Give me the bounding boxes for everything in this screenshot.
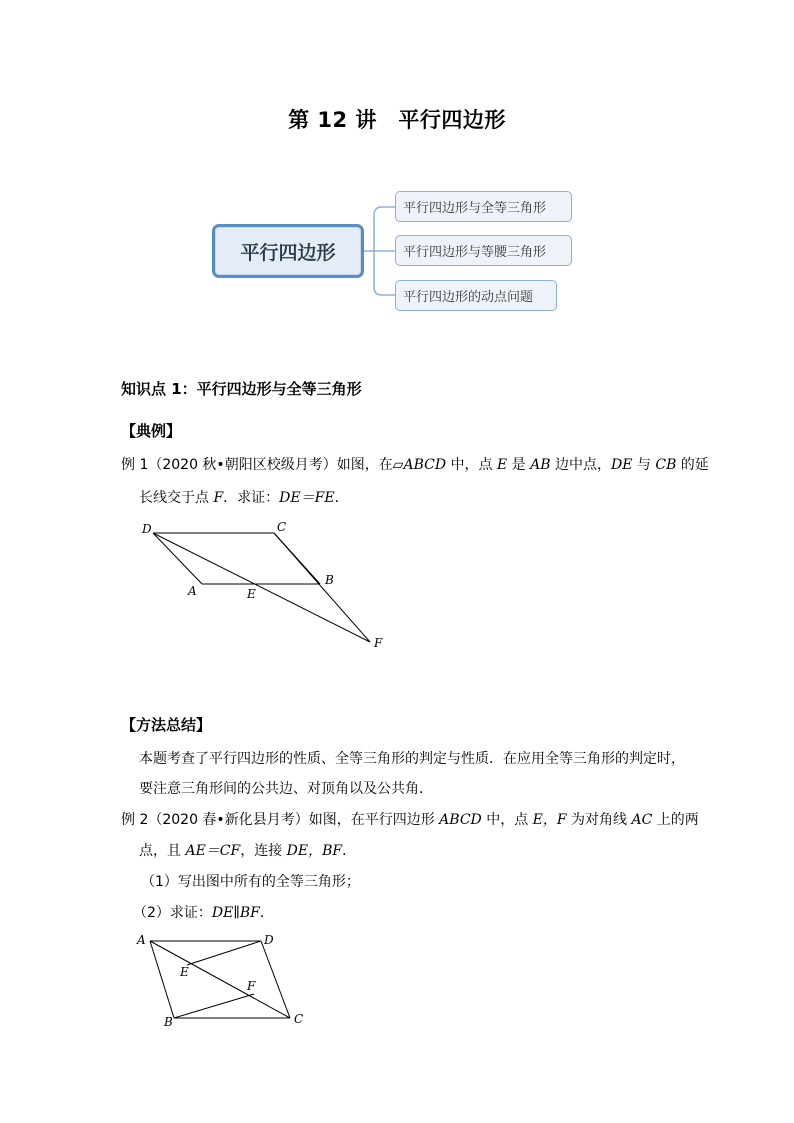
page-title: 第 12 讲 平行四边形: [288, 108, 506, 132]
label-C: C: [277, 520, 287, 534]
example2-question2: （2）求证：DE∥BF．: [133, 905, 274, 921]
method-tag: 【方法总结】: [121, 716, 212, 734]
example2-question1: （1）写出图中所有的全等三角形；: [141, 874, 360, 890]
label-A: A: [137, 933, 146, 947]
label-F: F: [374, 636, 383, 650]
label-D: D: [142, 522, 152, 536]
example-tag: 【典例】: [121, 422, 182, 440]
example1-line2: 长线交于点 F．求证：DE＝FE．: [139, 490, 349, 506]
label-F: F: [247, 979, 256, 993]
mindmap-branch-moving-point: 平行四边形的动点问题: [395, 280, 557, 311]
label-B: B: [164, 1015, 173, 1029]
parallelogram-symbol: ▱: [392, 457, 404, 473]
label-D: D: [264, 933, 274, 947]
method-line1: 本题考查了平行四边形的性质、全等三角形的判定与性质．在应用全等三角形的判定时，: [139, 751, 685, 767]
mindmap-branch-isosceles: 平行四边形与等腰三角形: [395, 235, 572, 266]
example2-line2: 点，且 AE＝CF，连接 DE，BF．: [139, 843, 357, 859]
method-line2: 要注意三角形间的公共边、对顶角以及公共角．: [139, 781, 433, 797]
label-A: A: [188, 584, 197, 598]
mindmap-branch-congruent: 平行四边形与全等三角形: [395, 191, 572, 222]
label-C: C: [294, 1012, 304, 1026]
example1-line1: 例 1（2020 秋•朝阳区校级月考）如图，在▱ABCD 中，点 E 是 AB 边中点，DE 与 CB 的延: [121, 457, 709, 473]
label-B: B: [325, 573, 334, 587]
label-E: E: [180, 965, 189, 979]
section-heading: 知识点 1：平行四边形与全等三角形: [121, 380, 362, 398]
label-E: E: [247, 587, 256, 601]
example2-line1: 例 2（2020 春•新化县月考）如图，在平行四边形 ABCD 中，点 E，F 为对角线 AC 上的两: [121, 812, 699, 828]
mindmap-root: 平行四边形: [212, 224, 364, 278]
